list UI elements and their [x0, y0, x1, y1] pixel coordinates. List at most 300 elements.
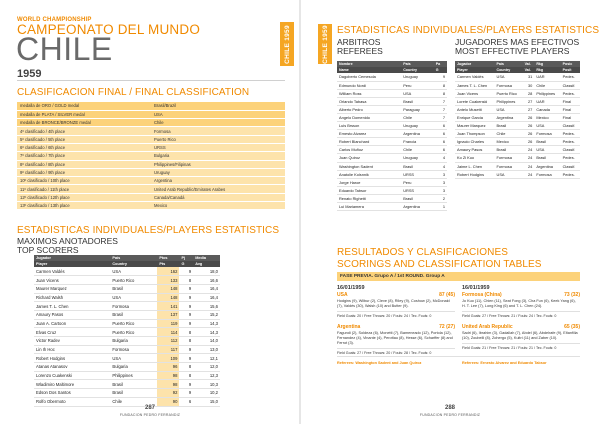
column-subheader: Country — [110, 261, 157, 267]
year-label: 1959 — [17, 68, 42, 80]
table-cell: Formosa — [495, 154, 523, 162]
table-cell: 16,4 — [193, 293, 220, 302]
table-cell: 9 — [434, 73, 447, 81]
classification-row — [17, 127, 285, 135]
table-cell: 6 — [434, 146, 447, 154]
classification-place: 13º clasificado / 13th place — [17, 202, 151, 210]
game-teams — [337, 292, 455, 298]
column-header: Posic — [561, 61, 580, 67]
game-card — [462, 285, 580, 318]
scorers-title-en: TOP SCORERS — [17, 245, 79, 255]
table-row — [337, 113, 447, 121]
table-cell: Alberto Pedro — [337, 105, 401, 113]
classification-place: 7º clasificado / 7th place — [17, 152, 151, 160]
table-row — [34, 345, 220, 354]
column-subheader: Avg — [193, 261, 220, 267]
table-cell: 1 — [434, 203, 447, 211]
team-name: USA — [337, 292, 348, 298]
table-row — [455, 89, 580, 97]
table-row — [337, 203, 447, 211]
table-cell: Brasil — [110, 380, 157, 389]
table-row — [34, 276, 220, 285]
table-cell: Amaury Pasos — [34, 310, 110, 319]
game-date: 16/01/1959 — [462, 285, 490, 291]
page-number-left: 287 — [144, 405, 155, 411]
table-cell: 2 — [434, 194, 447, 202]
classification-place: 4º clasificado / 4th place — [17, 127, 151, 135]
classification-title: CLASIFICACION FINAL / FINAL CLASSIFICATION — [17, 87, 250, 98]
classification-team: United Arab Republic/Emirates Arabes — [151, 185, 285, 193]
table-row — [34, 302, 220, 311]
table-cell: 14,3 — [193, 319, 220, 328]
table-row — [34, 354, 220, 363]
scorers-title-es: MAXIMOS ANOTADORES — [17, 236, 118, 246]
table-row — [337, 130, 447, 138]
table-row — [34, 337, 220, 346]
classification-place: 9º clasificado / 9th place — [17, 168, 151, 176]
team-lineup: Hodgins (9), Wilbur (2), Cleve (8), Riley (9), Coshow (2), McDonald (7), Valdés (30), Walsh (10) and Butter (9). — [337, 299, 450, 308]
classification-team: Puerto Rico — [151, 135, 285, 143]
table-cell: Canada — [534, 105, 560, 113]
table-row — [455, 113, 580, 121]
table-cell: James T. L. Chen — [34, 302, 110, 311]
page-footer-left: FUNDACION PEDRO FERRANDIZ — [119, 413, 181, 417]
table-cell: Chile — [401, 146, 434, 154]
table-cell: 9 — [179, 302, 193, 311]
classification-row — [17, 135, 285, 143]
game-teams — [337, 324, 455, 330]
table-cell: Lin Ih Hoc — [34, 345, 110, 354]
table-cell: Rolfo Obermoto — [34, 397, 110, 406]
classification-place: medalla de BRONCE/BRONZE medal — [17, 119, 151, 127]
table-cell: Pedes. — [561, 89, 580, 97]
classification-place: medalla de PLATA / SILVER medal — [17, 110, 151, 118]
table-cell: Robert Hodgins — [34, 354, 110, 363]
table-cell: Enrique Garcia — [455, 113, 495, 121]
team-lineup: Jo Kuo (11), Chien (11), Seat Fong (3), Cha Fun (6), Keek Yang (6), H. T. Lee (7), Long King (6) and T. L. Chen (24). — [462, 299, 576, 308]
table-cell: USA — [534, 146, 560, 154]
classification-table — [17, 102, 285, 210]
table-cell: Classif. — [561, 81, 580, 89]
table-cell: 109 — [157, 354, 179, 363]
table-cell: 148 — [157, 284, 179, 293]
table-cell: 141 — [157, 302, 179, 311]
table-cell: Carmen Valdés — [455, 73, 495, 81]
table-cell: UAR — [534, 97, 560, 105]
scorers-title — [17, 237, 118, 255]
table-cell: Ernesto Alvarez — [337, 130, 401, 138]
table-cell: Philippines — [534, 89, 560, 97]
results-divider — [337, 356, 580, 357]
table-cell: Brasil — [534, 138, 560, 146]
game-card — [337, 285, 455, 318]
table-cell: 4 — [434, 162, 447, 170]
table-cell: 26 — [523, 138, 535, 146]
table-cell: 15,6 — [193, 302, 220, 311]
table-cell: Formosa — [534, 130, 560, 138]
table-row — [337, 138, 447, 146]
table-cell: 8 — [179, 337, 193, 346]
table-row — [34, 267, 220, 276]
table-cell: Brasil — [401, 194, 434, 202]
table-cell: 137 — [157, 310, 179, 319]
table-cell: 18,0 — [193, 267, 220, 276]
table-cell: USA — [401, 89, 434, 97]
table-cell: Pedes. — [561, 130, 580, 138]
table-row — [34, 363, 220, 372]
column-subheader: G — [434, 67, 447, 73]
column-header: País — [401, 61, 434, 67]
effective-title — [455, 38, 579, 56]
table-cell: 3 — [434, 178, 447, 186]
table-row — [337, 194, 447, 202]
table-cell: 8 — [179, 363, 193, 372]
classification-team: Brasil/Brazil — [151, 102, 285, 110]
table-row — [337, 122, 447, 130]
column-header: Pj — [179, 255, 193, 261]
table-row — [455, 154, 580, 162]
table-cell: 14,0 — [193, 337, 220, 346]
table-row — [337, 186, 447, 194]
table-row — [34, 380, 220, 389]
table-row — [337, 73, 447, 81]
table-cell: Juan A. Cartoon — [34, 319, 110, 328]
results-title: RESULTADOS Y CLASIFICACIONES — [337, 247, 508, 258]
country-tab-right: CHILE 1959 — [318, 24, 332, 64]
table-row — [34, 328, 220, 337]
table-cell: Anatolie Kolsnnik — [337, 170, 401, 178]
table-cell: Juan Quiroz — [337, 154, 401, 162]
header-divider — [17, 80, 285, 81]
table-cell: Mexico — [534, 113, 560, 121]
championship-title: CAMPEONATO DEL MUNDO — [17, 22, 201, 37]
column-header: País — [495, 61, 523, 67]
effective-title-en: MOST EFFECTIVE PLAYERS — [455, 46, 570, 56]
column-header: Val. — [523, 61, 535, 67]
table-cell: 7 — [434, 113, 447, 121]
table-cell: 98 — [157, 371, 179, 380]
table-cell: Chile — [495, 130, 523, 138]
classification-place: 10º clasificado / 10th place — [17, 177, 151, 185]
team-name: Argentina — [337, 324, 361, 330]
table-cell: 92 — [157, 389, 179, 398]
table-row — [337, 89, 447, 97]
table-cell: Peru — [401, 81, 434, 89]
table-cell: Argentina — [495, 113, 523, 121]
table-cell: 6 — [434, 130, 447, 138]
classification-row — [17, 102, 285, 110]
table-cell: Pedes. — [561, 170, 580, 178]
table-cell: Lorete Cuakenski — [455, 97, 495, 105]
team-score: 87 (45) — [439, 292, 455, 298]
table-cell: 12,3 — [193, 371, 220, 380]
table-cell: Eduardo Tabsor — [337, 186, 401, 194]
game-stats: Field Goals: 20 / Free Throws: 20 / Fouls: 24 / Tec. Fouls: 0 — [337, 311, 455, 318]
table-cell: 24 — [523, 162, 535, 170]
table-cell: 16,4 — [193, 284, 220, 293]
classification-team: Canada/Canadá — [151, 193, 285, 201]
table-row — [34, 284, 220, 293]
classification-row — [17, 110, 285, 118]
table-cell: Formosa — [534, 170, 560, 178]
table-cell: 117 — [157, 345, 179, 354]
table-row — [337, 97, 447, 105]
table-cell: 9 — [179, 380, 193, 389]
table-cell: Peru — [401, 178, 434, 186]
table-cell: Brasil — [110, 284, 157, 293]
table-cell: USA — [534, 122, 560, 130]
classification-team: Chile — [151, 119, 285, 127]
referees-table — [337, 61, 447, 211]
table-cell: 8 — [179, 328, 193, 337]
table-cell: Uruguay — [401, 73, 434, 81]
team-score: 72 (27) — [439, 324, 455, 330]
table-row — [34, 293, 220, 302]
table-cell: Francia — [401, 138, 434, 146]
classification-row — [17, 119, 285, 127]
table-row — [34, 319, 220, 328]
table-cell: 8 — [434, 81, 447, 89]
table-row — [455, 97, 580, 105]
table-cell: 15,0 — [193, 397, 220, 406]
classification-place: 5º clasificado / 5th place — [17, 135, 151, 143]
table-cell: Brasil — [401, 97, 434, 105]
game-referees-1: Referees: Washington Sadent and Juan Quiroz — [337, 361, 422, 365]
table-cell: Dagoberto Cemesola — [337, 73, 401, 81]
table-cell: Lorenzo Cuakenski — [34, 371, 110, 380]
table-cell: 30 — [523, 81, 535, 89]
classification-team: Uruguay — [151, 168, 285, 176]
table-cell: USA — [495, 105, 523, 113]
table-cell: Puerto Rico — [110, 319, 157, 328]
table-cell: 26 — [523, 122, 535, 130]
table-cell: 14,3 — [193, 328, 220, 337]
game-stats: Field Goals: 27 / Free Throws: 20 / Fouls: 28 / Tec. Fouls: 0 — [337, 348, 455, 355]
team-score: 73 (32) — [564, 292, 580, 298]
table-cell: Puerto Rico — [110, 328, 157, 337]
classification-team: Bulgaria — [151, 152, 285, 160]
column-subheader: Name — [337, 67, 401, 73]
table-cell: 26 — [523, 113, 535, 121]
classification-row — [17, 185, 285, 193]
table-cell: Juan Thompson — [455, 130, 495, 138]
table-cell: Classif. — [561, 162, 580, 170]
table-cell: USA — [110, 354, 157, 363]
table-cell: 9 — [179, 267, 193, 276]
classification-team: USA — [151, 110, 285, 118]
table-cell: 8 — [434, 89, 447, 97]
table-row — [337, 162, 447, 170]
page-footer-right: FUNDACION PEDRO FERRANDIZ — [419, 413, 481, 417]
table-cell: 114 — [157, 328, 179, 337]
table-cell: Carmen Valdés — [34, 267, 110, 276]
table-cell: Robert Hodgins — [455, 170, 495, 178]
table-cell: 3 — [434, 186, 447, 194]
table-cell: 9 — [179, 319, 193, 328]
table-cell: Wladimiro Maltimore — [34, 380, 110, 389]
table-cell: 162 — [157, 267, 179, 276]
table-cell: 133 — [157, 276, 179, 285]
table-cell: 24 — [523, 170, 535, 178]
table-cell: 28 — [523, 89, 535, 97]
classification-team: Philippines/Filipinas — [151, 160, 285, 168]
table-cell: Philippines — [110, 371, 157, 380]
table-cell: James T. L. Chen — [455, 81, 495, 89]
table-cell: Angelo Domenido — [337, 113, 401, 121]
table-cell: Renato Righetti — [337, 194, 401, 202]
table-cell: Brasil — [495, 146, 523, 154]
table-cell: Edson Dos Santos — [34, 389, 110, 398]
team-name: United Arab Republic — [462, 324, 513, 330]
championship-label: WORLD CHAMPIONSHIP — [17, 17, 92, 23]
table-cell: Final — [561, 105, 580, 113]
table-cell: 4 — [434, 154, 447, 162]
table-cell: Chile — [110, 397, 157, 406]
table-row — [455, 170, 580, 178]
table-cell: URSS — [401, 170, 434, 178]
table-cell: 148 — [157, 293, 179, 302]
table-cell: Brasil — [495, 122, 523, 130]
table-cell: 6 — [179, 397, 193, 406]
table-cell: Washington Sadent — [337, 162, 401, 170]
table-cell: Luis Brsson — [337, 122, 401, 130]
table-cell: Classif. — [561, 146, 580, 154]
table-cell: 9 — [179, 354, 193, 363]
column-subheader: Posit — [561, 67, 580, 73]
table-cell: Ko Zi Kuo — [455, 154, 495, 162]
classification-place: 8º clasificado / 8th place — [17, 160, 151, 168]
table-cell: Pedes. — [561, 154, 580, 162]
table-cell: 3 — [434, 170, 447, 178]
table-cell: Uruguay — [401, 122, 434, 130]
table-cell: 26 — [523, 130, 535, 138]
team-lineup: Fagundi (2), Soldeza (6), Monetti (7), Bameneado (12), Portola (12), Fernandez (4), Vinante (4), Perottau (8), Hesse (6), Scharffer (8) and Ferrot (3). — [337, 331, 453, 345]
column-header: Rkg — [534, 61, 560, 67]
table-cell: UAR — [534, 73, 560, 81]
game-date: 16/01/1959 — [337, 285, 365, 291]
referees-title-es: ARBITROS — [337, 37, 381, 47]
table-row — [455, 146, 580, 154]
column-subheader: Player — [34, 261, 110, 267]
results-subtitle: SCORINGS AND CLASSIFICATION TABLES — [337, 259, 542, 270]
table-cell: Puerto Rico — [110, 276, 157, 285]
classification-row — [17, 152, 285, 160]
table-cell: Carlos Muñoz — [337, 146, 401, 154]
table-row — [34, 310, 220, 319]
table-cell: USA — [110, 267, 157, 276]
column-header: Ptos — [157, 255, 179, 261]
classification-row — [17, 168, 285, 176]
table-cell: Argentina — [401, 130, 434, 138]
column-subheader: G — [179, 261, 193, 267]
table-cell: Ignacio Charles — [455, 138, 495, 146]
table-row — [337, 170, 447, 178]
team-name: Formosa (China) — [462, 292, 502, 298]
classification-row — [17, 160, 285, 168]
table-cell: Jaime L. Chen — [455, 162, 495, 170]
table-cell: Brasil — [110, 389, 157, 398]
table-row — [455, 162, 580, 170]
game-teams — [462, 324, 580, 330]
country-name: CHILE — [16, 31, 113, 67]
game-card — [462, 323, 580, 350]
column-subheader: Country — [495, 67, 523, 73]
table-cell: Chile — [401, 113, 434, 121]
table-cell: Edmundo Nordi — [337, 81, 401, 89]
table-row — [455, 73, 580, 81]
stats-title-right: ESTADISTICAS INDIVIDUALES/PLAYERS ESTATISTICS — [337, 25, 600, 36]
table-row — [455, 130, 580, 138]
table-cell: 9 — [179, 293, 193, 302]
table-row — [337, 178, 447, 186]
classification-team: Argentina — [151, 177, 285, 185]
table-cell: Antelo Musetti — [455, 105, 495, 113]
column-subheader: Country — [401, 67, 434, 73]
table-cell: 24 — [523, 154, 535, 162]
page-number-right: 288 — [444, 405, 455, 411]
table-cell: 8 — [179, 371, 193, 380]
table-cell: Final — [561, 97, 580, 105]
table-cell: USA — [495, 170, 523, 178]
table-cell: Juan Vicens — [455, 89, 495, 97]
table-row — [337, 154, 447, 162]
table-cell: 96 — [157, 363, 179, 372]
table-cell: 10,3 — [193, 380, 220, 389]
table-cell: Elvas Cruz — [34, 328, 110, 337]
table-cell: Jorge Haroe — [337, 178, 401, 186]
table-cell: Robert Blanchard — [337, 138, 401, 146]
table-row — [337, 81, 447, 89]
table-cell: Puerto Rico — [495, 89, 523, 97]
table-cell: Uruguay — [401, 154, 434, 162]
column-subheader: Player — [455, 67, 495, 73]
table-cell: 12,0 — [193, 363, 220, 372]
table-cell: William Ross — [337, 89, 401, 97]
referees-title-en: REFEREES — [337, 46, 383, 56]
table-cell: Mexico — [495, 138, 523, 146]
game-card — [337, 323, 455, 355]
table-cell: USA — [110, 293, 157, 302]
table-cell: Brasil — [110, 310, 157, 319]
classification-row — [17, 143, 285, 151]
column-subheader: Pts — [157, 261, 179, 267]
classification-place: 12º clasificado / 12th place — [17, 193, 151, 201]
column-header: Pa — [434, 61, 447, 67]
column-header: Nombre — [337, 61, 401, 67]
table-cell: Paraguay — [401, 105, 434, 113]
classification-team: Mexico — [151, 202, 285, 210]
table-cell: 16,6 — [193, 276, 220, 285]
classification-place: medalla de ORO / GOLD medal — [17, 102, 151, 110]
table-cell: Argentina — [401, 203, 434, 211]
game-referees-2: Referees: Ernesto Alvarez and Eduardo Tabsor — [462, 361, 547, 365]
table-cell: Maurer Marquez — [455, 122, 495, 130]
table-cell: 8 — [179, 276, 193, 285]
table-cell: Formosa — [110, 302, 157, 311]
table-cell: Atanas Atanasov — [34, 363, 110, 372]
table-cell: 7 — [434, 105, 447, 113]
table-cell: Lui Mariamera — [337, 203, 401, 211]
stats-title-left: ESTADISTICAS INDIVIDUALES/PLAYERS ESTATISTICS — [17, 225, 280, 236]
table-cell: 6 — [434, 138, 447, 146]
column-header: Jugador — [34, 255, 110, 261]
table-row — [34, 389, 220, 398]
table-row — [337, 105, 447, 113]
table-row — [455, 105, 580, 113]
table-cell: 112 — [157, 337, 179, 346]
table-cell: 9 — [179, 345, 193, 354]
table-cell: 9 — [179, 310, 193, 319]
